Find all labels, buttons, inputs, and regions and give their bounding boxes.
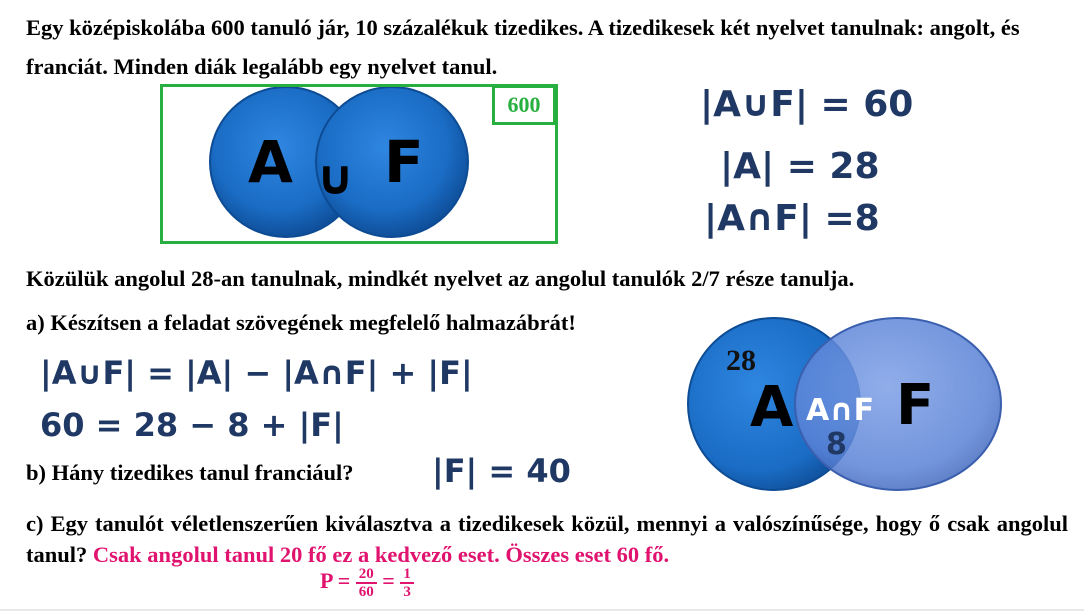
answer-b: |F| = 40	[432, 452, 571, 490]
fraction-num-2: 1	[400, 566, 414, 584]
fraction-1-3	[400, 566, 414, 600]
venn-intersection-count: 8	[826, 427, 847, 462]
fraction-num-1: 20	[356, 566, 377, 584]
formula-a: |A| = 28	[720, 146, 880, 187]
question-a: a) Készítsen a feladat szövegének megfelelő halmazábrát!	[26, 310, 576, 335]
venn-count-a: 28	[726, 344, 756, 377]
fraction-den-2: 3	[403, 584, 411, 600]
probability-formula	[320, 566, 414, 612]
equation-1: |A∪F| = |A| − |A∩F| + |F|	[40, 354, 473, 392]
equation-2: 60 = 28 − 8 + |F|	[40, 406, 344, 444]
fraction-den-1: 60	[358, 584, 374, 600]
formula-intersection: |A∩F| =8	[704, 198, 880, 239]
venn-label-a: A	[750, 375, 794, 440]
formula-union: |A∪F| = 60	[700, 84, 914, 125]
top-union-symbol: ∪	[316, 150, 355, 206]
venn-intersection-label: A∩F	[806, 393, 875, 428]
universe-count: 600	[492, 85, 556, 125]
second-line: Közülük angolul 28-an tanulnak, mindkét nyelvet az angolul tanulók 2/7 része tanulja.	[26, 266, 855, 291]
top-label-a: A	[248, 128, 293, 196]
question-c-text: c) Egy tanulót véletlenszerűen kiválasztva a tizedikesek közül, mennyi a valószínűsége, hogy ő csak angolul tanul?	[26, 511, 1068, 567]
question-b: b) Hány tizedikes tanul franciául?	[26, 460, 354, 485]
answer-c: Csak angolul tanul 20 fő ez a kedvező eset. Összes eset 60 fő.	[92, 542, 670, 567]
intro-text: Egy középiskolába 600 tanuló jár, 10 százalékuk tizedikes. A tizedikesek két nyelvet tanulnak: angolt, és franciát. Minden diák legalább egy nyelvet tanul.	[26, 15, 1020, 79]
top-label-f: F	[384, 128, 424, 196]
venn-diagram	[686, 316, 1006, 496]
probability-label: P =	[320, 568, 351, 594]
venn-label-f: F	[896, 373, 935, 438]
fraction-20-60	[356, 566, 377, 600]
question-c	[26, 508, 1068, 570]
bottom-divider	[0, 609, 1084, 611]
probability-equals: =	[382, 568, 395, 594]
